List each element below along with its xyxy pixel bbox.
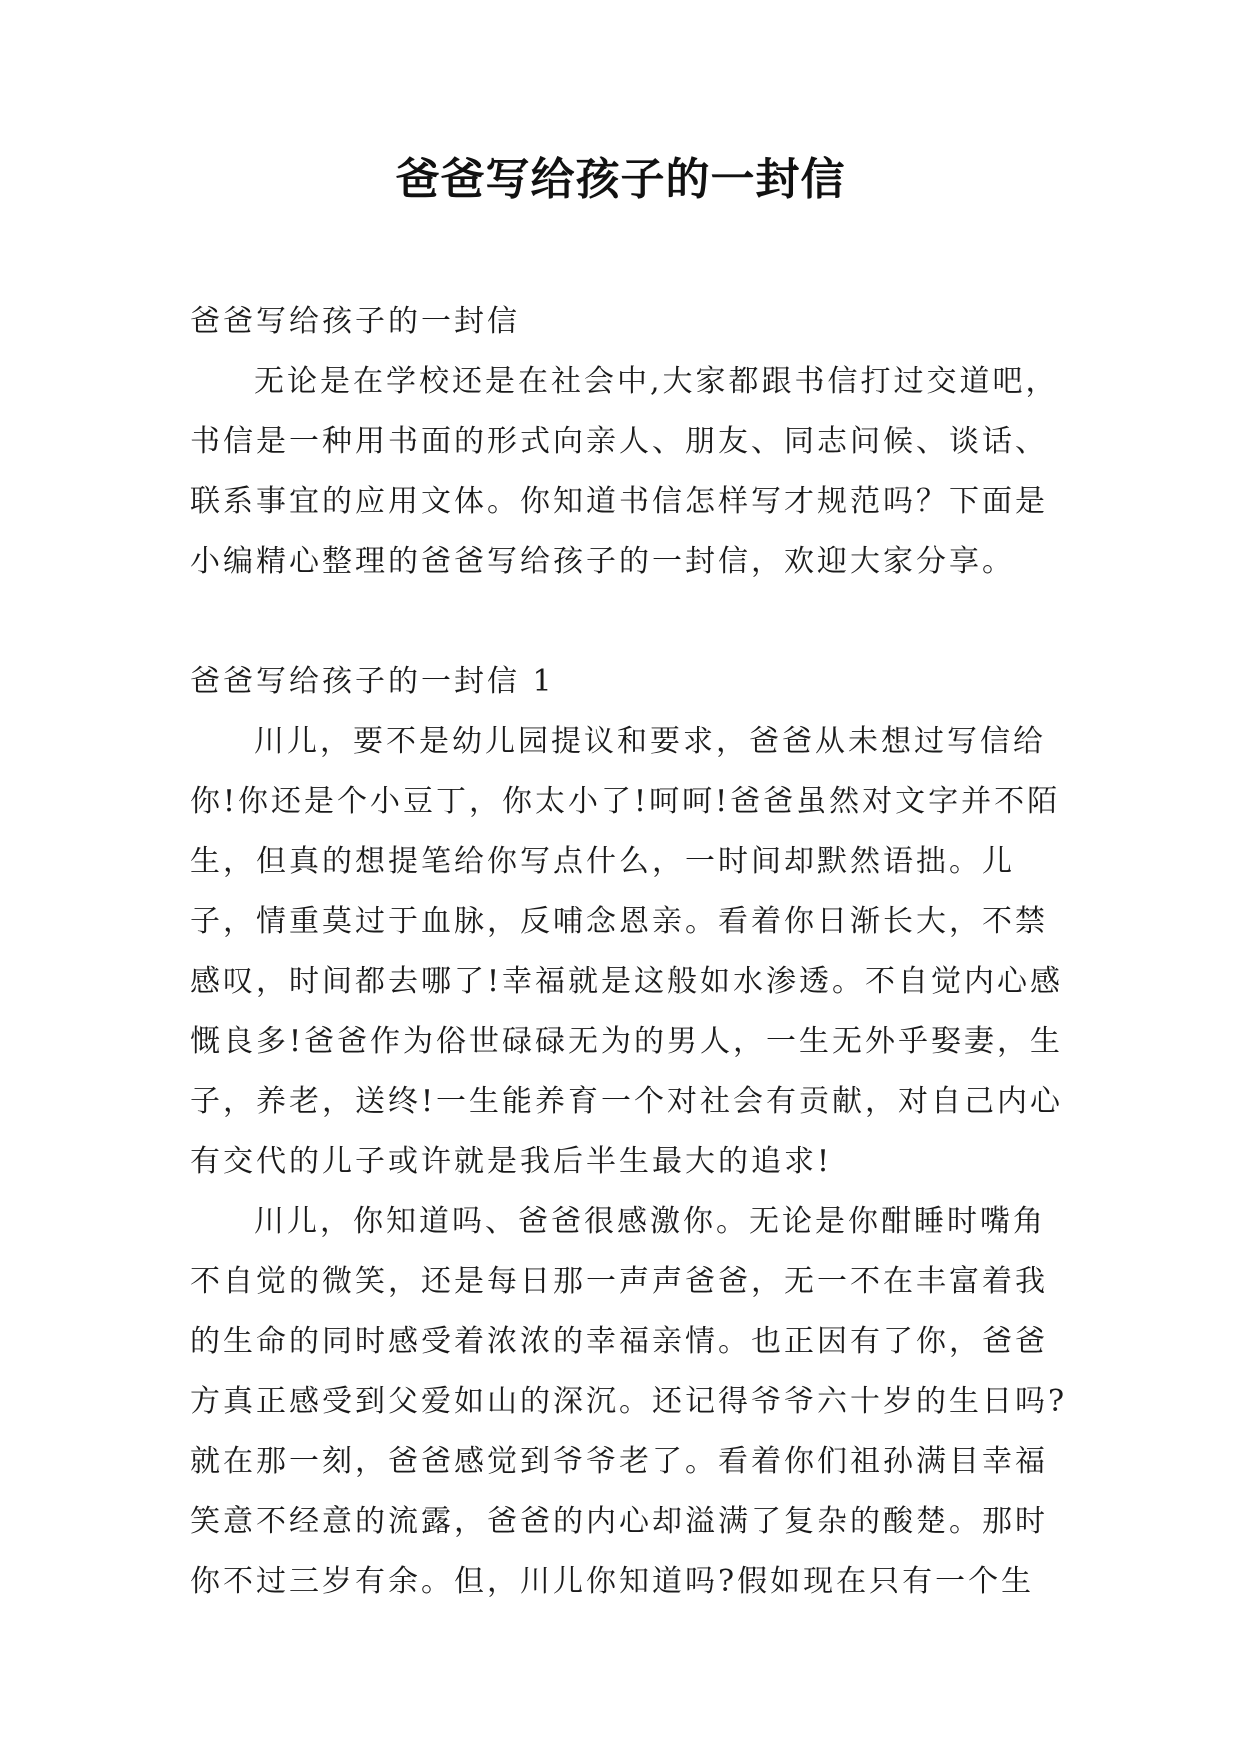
document-title: 爸爸写给孩子的一封信 xyxy=(395,154,846,205)
body-paragraph: 川儿，要不是幼儿园提议和要求，爸爸从未想过写信给你!你还是个小豆丁，你太小了!呵呵!爸爸虽然对文字并不陌生，但真的想提笔给你写点什么，一时间却默然语拙。儿子，情重莫过于血脉，反哺念恩亲。看着你日渐长大，不禁感叹，时间都去哪了!幸福就是这般如水渗透。不自觉内心感慨良多!爸爸作为俗世碌碌无为的男人，一生无外乎娶妻，生子，养老，送终!一生能养育一个对社会有贡献，对自己内心有交代的儿子或许就是我后半生最大的追求! xyxy=(190,724,1064,1179)
section-spacer xyxy=(190,592,1070,652)
section-heading: 爸爸写给孩子的一封信 1 xyxy=(190,664,555,699)
document-body xyxy=(190,292,1070,1612)
intro-paragraph: 无论是在学校还是在社会中,大家都跟书信打过交道吧，书信是一种用书面的形式向亲人、朋友、同志问候、谈话、联系事宜的应用文体。你知道书信怎样写才规范吗？下面是小编精心整理的爸爸写给孩子的一封信，欢迎大家分享。 xyxy=(190,364,1059,579)
body-paragraph: 川儿，你知道吗、爸爸很感激你。无论是你酣睡时嘴角不自觉的微笑，还是每日那一声声爸爸，无一不在丰富着我的生命的同时感受着浓浓的幸福亲情。也正因有了你，爸爸方真正感受到父爱如山的深沉。还记得爷爷六十岁的生日吗?就在那一刻，爸爸感觉到爷爷老了。看着你们祖孙满目幸福笑意不经意的流露，爸爸的内心却溢满了复杂的酸楚。那时你不过三岁有余。但，川儿你知道吗?假如现在只有一个生 xyxy=(190,1204,1068,1599)
intro-heading: 爸爸写给孩子的一封信 xyxy=(190,304,520,339)
